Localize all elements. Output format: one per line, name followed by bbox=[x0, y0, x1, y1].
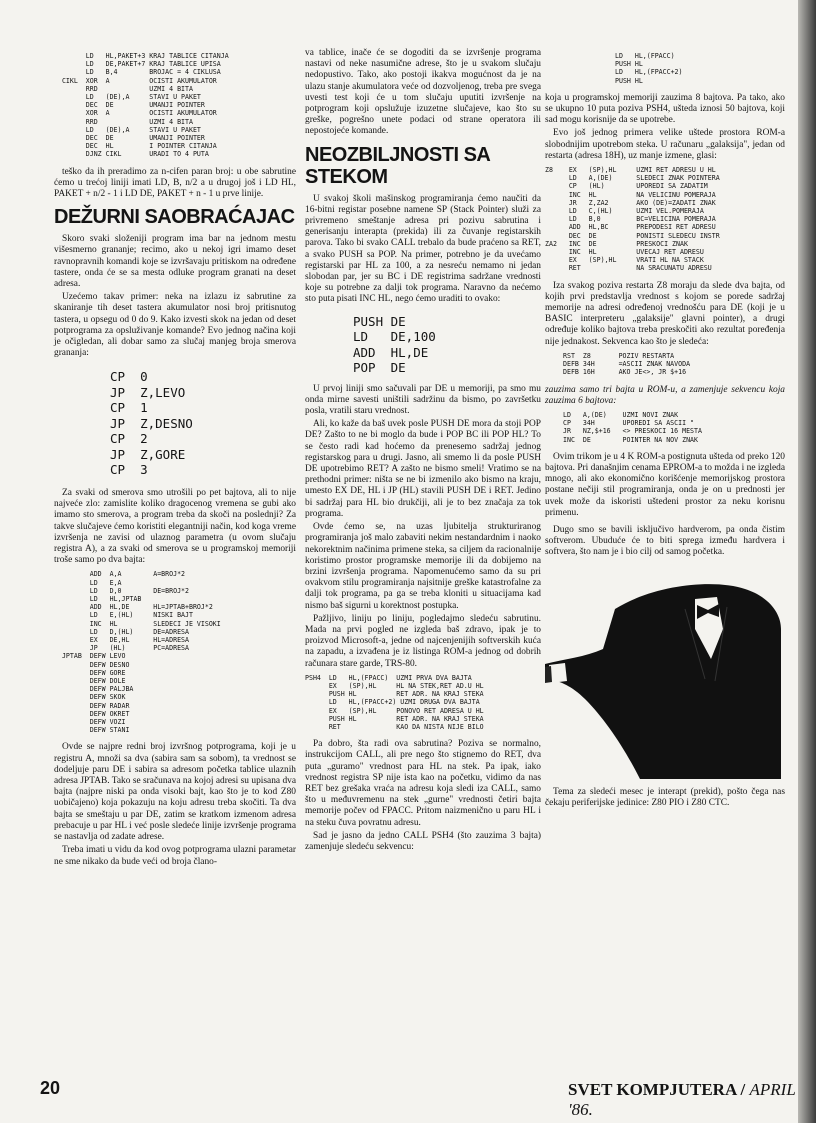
paragraph: Uzećemo takav primer: neka na izlazu iz sabrutine za skaniranje tih deset tastera akumulator nosi broj pritisnutog tastera, u opsegu od 0 do 9. Kako izvesti skok na jedan od deset potprograma za opsluživanje komande? Evo jednog načina koji je očigledan, ali dobar samo za slučaj manjeg broja smerova grananja: bbox=[54, 292, 296, 359]
magazine-footer bbox=[568, 1080, 816, 1120]
paragraph: Treba imati u vidu da kod ovog potprograma ulazni parametar ne sme nikako da bude veći od broja člano- bbox=[54, 845, 296, 867]
paragraph: Dugo smo se bavili isključivo hardverom, pa onda čistim softverom. Ubuduće će to biti sprega između hardvera i softvera, što nam je i bio cilj od samog početka. bbox=[545, 524, 785, 558]
paragraph: Ovde se najpre redni broj izvršnog potprograma, koji je u registru A, množi sa dva (sabira sam sa sobom), ta vrednost se dodeljuje paru DE i sabira sa adresom početka tablice ulaznih adresa JPTAB. Tako se sračunava na kojoj adresi su upisana dva bajta (najpre niski pa onda visoki bajt, kao što je to kod Z80 uobičajeno) koja pokazuju na koju adresu treba skočiti. Ta dva bajta se smeštaju u par DE, zatim se kratkom izmenom adresa prebacuje u par HL i već posle sledeće linije izvršenje programa se nastavlja od zadate adrese. bbox=[54, 742, 296, 843]
paragraph: va tablice, inače će se dogoditi da se izvršenje programa nastavi od neke nasumične adrese, što je u svakom slučaju nedopustivo. Tako, ako postoji ikakva mogućnost da je na ulazu stanje akumulatora veće od dozvoljenog, treba pre svega uvesti test koji će u tom slučaju uputiti izvršenje na potprogram koji opslužuje izuzetne slučajeve, kao što su greške, pogrešno unete podaci od strane operatora ili nepostojeće komande. bbox=[305, 48, 541, 137]
paragraph: U prvoj liniji smo sačuvali par DE u memoriji, pa smo mu onda mirne savesti uništili sadržinu da bismo, po završetku posla, vratili staru vrednost. bbox=[305, 383, 541, 417]
paragraph: Sad je jasno da jedno CALL PSH4 (što zauzima 3 bajta) zamenjuje sledeću sekvencu: bbox=[305, 830, 541, 852]
code-listing-psh4: PSH4 LD HL,(FPACC) UZMI PRVA DVA BAJTA EX (SP),HL HL NA STEK,RET AD.U HL PUSH HL RET ADR. NA KRAJ STEKA LD HL,(FPACC+2) UZMI DRUGA DVA BAJTA EX (SP),HL PONOVO RET ADRESA U HL PUSH HL RET ADR. NA KRAJ STEKA RET KAO DA NISTA NIJE BILO bbox=[305, 673, 484, 731]
paragraph: Tema za sledeći mesec je interapt (prekid), pošto čega nas čekaju periferijske jedinice: Z80 PIO i Z80 CTC. bbox=[545, 786, 785, 808]
column-1 bbox=[54, 48, 296, 870]
code-listing-fpacc: LD HL,(FPACC) PUSH HL LD HL,(FPACC+2) PUSH HL bbox=[615, 52, 683, 85]
code-listing-packing: LD HL,PAKET+3 KRAJ TABLICE CITANJA LD DE,PAKET+7 KRAJ TABLICE UPISA LD B,4 BROJAC = 4 CIKLUSA CIKL XOR A OCISTI AKUMULATOR RRD UZMI 4 BITA LD (DE),A STAVI U PAKET DEC DE UMANJI POINTER XOR A OCISTI AKUMULATOR RRD UZMI 4 BITA LD (DE),A STAVI U PAKET DEC DE UMANJI POINTER DEC HL I POINTER CITANJA DJNZ CIKL URADI TO 4 PUTA bbox=[61, 52, 229, 159]
paragraph: Za svaki od smerova smo utrošili po pet bajtova, ali to nije najveće zlo: zamislite koliko dragocenog vremena se gubi ako imamo sto smerova, a program treba da skoči na poslednji? Za takve slučajeve ćemo koristiti elegantniji način, kod koga vreme izvršenja ne zavisi od ulaznog parametra (u ovom slučaju registra A), a za svaki od smerova se u programskoj memoriji troše samo po dva bajta: bbox=[54, 487, 296, 566]
paragraph: koja u programskoj memoriji zauzima 8 bajtova. Pa tako, ako se ukupno 10 puta poziva PSH4, ušteda iznosi 50 bajtova, koji sad mogu korisnije da se upotrebe. bbox=[545, 92, 785, 126]
tuxedo-man-image bbox=[545, 569, 781, 779]
paragraph: Pažljivo, liniju po liniju, pogledajmo sledeću sabrutinu. Mada na prvi pogled ne izgleda baš zdravo, ipak je to proizvod Microsoft-a, jedne od najcenjenijih softverskih kuća na zapadu, a izvađena je iz listinga ROM-a jednog od dobrih računara stare garde, TRS-80. bbox=[305, 613, 541, 669]
code-listing-ld-cp: LD A,(DE) UZMI NOVI ZNAK CP 34H UPOREDI SA ASCII " JR NZ,$+16 <> PRESKOCI 16 MESTA INC DE POINTER NA NOV ZNAK bbox=[563, 410, 702, 444]
code-listing-jptab: ADD A,A A=BROJ*2 LD E,A LD D,0 DE=BROJ*2 LD HL,JPTAB ADD HL,DE HL=JPTAB+BROJ*2 LD E,(HL) NISKI BAJT INC HL SLEDECI JE VISOKI LD D,(HL) DE=ADRESA EX DE,HL HL=ADRESA JP (HL) PC=ADRESA JPTAB DEFW LEVO DEFW DESNO DEFW GORE DEFW DOLE DEFW PALJBA DEFW SKOK DEFW RADAR DEFW OKRET DEFW VOZI DEFW STANI bbox=[61, 570, 221, 735]
paragraph: Ali, ko kaže da baš uvek posle PUSH DE mora da stoji POP DE? Zašto to ne bi moglo da bude i POP BC ili POP HL? To se često radi kad hoćemo da prenesemo sadržaj jednog registarskog para u drugi. Jasno, ali smemo li da posle PUSH DE upotrebimo RET? A zašto ne bismo smeli! Vratimo se na prethodni primer: ništa se ne bi izmenilo ako bismo na kraju, umesto EX DE, HL i JP (HL) stavili PUSH DE i RET. Jedino bi sadržaj para HL bio drukčiji, ali je to bez značaja za tok programa. bbox=[305, 419, 541, 519]
column-2 bbox=[305, 48, 541, 855]
column-3 bbox=[545, 48, 785, 811]
code-listing-cp-jp: CP 0 JP Z,LEVO CP 1 JP Z,DESNO CP 2 JP Z,GORE CP 3 bbox=[110, 369, 193, 478]
section-heading-stek: NEOZBILJNOSTI SA STEKOM bbox=[305, 143, 490, 188]
paragraph: Evo još jednog primera velike uštede prostora ROM-a slobodnijim upotrebom steka. U računaru „galaksija", jedan od restarta (adresa 18H), uz manje izmene, glasi: bbox=[545, 128, 785, 161]
code-listing-push-pop: PUSH DE LD DE,100 ADD HL,DE POP DE bbox=[353, 313, 436, 376]
illustration-tuxedo-man bbox=[545, 569, 781, 779]
page-edge-shadow bbox=[798, 0, 816, 1123]
page-number: 20 bbox=[40, 1078, 61, 1098]
paragraph: Ovim trikom je u 4 K ROM-a postignuta ušteda od preko 120 bajtova. Pri današnjim cenama EPROM-a to možda i ne izgleda mnogo, ali ako ekonomično korišćenje memorijskog prostora postane nečiji stil programiranja, onda je on u prednosti jer uvek može da iskoristi uštedeni prostor za neku korisnu primenu. bbox=[545, 451, 785, 518]
paragraph: Iza svakog poziva restarta Z8 moraju da slede dva bajta, od kojih prvi predstavlja vrednost s kojom se porede sadržaj memorije na adresi određenoj vrednošću para DE (koji je u BASIC interpreteru „galaksije" glavni pointer), a drugi određuje koliko bajtova treba preskočiti ako rezultat poređenja nije jednakost. Sekvenca kao što je sledeća: bbox=[545, 280, 785, 347]
paragraph: Ovde ćemo se, na uzas ljubitelja strukturiranog programiranja još malo zabaviti nekim nestandardnim i naoko nekorektnim načinima primene steka, sa ciljem da racionalnije koristimo prostor programske memorije ili da dobijemo na brzini izvršenja programa. Napomenućemo samo da su pri ovakvom stilu programiranja najsitnije greške katastrofalne za dalji tok programa, pa ga se treba kloniti u situacijama kad nismo baš sigurni u korektnost postupka. bbox=[305, 522, 541, 611]
section-heading-dezurni: DEŽURNI SAOBRAĆAJAC bbox=[54, 206, 295, 229]
paragraph: Pa dobro, šta radi ova sabrutina? Poziva se normalno, instrukcijom CALL, ali pre nego što stignemo do RET, dva puta „guramo" vrednost para HL na stek. Pa ipak, iako vrednost registra SP nije ista kao na početku, vidimo da nas RET bez grešaka vraća na adresu koja sledi iza CALL, samo što u međuvremenu na stek „gurne" vrednosti četiri bajta memorije počev od FPACC. Pritom naizmenično u paru HL i na steku čuva povratnu adresu. bbox=[305, 739, 541, 828]
magazine-name: SVET KOMPJUTERA / bbox=[568, 1080, 746, 1099]
code-listing-rst: RST Z8 POZIV RESTARTA DEFB 34H =ASCII ZNAK NAVODA DEFB 16H AKO JE<>, JR $+16 bbox=[563, 351, 691, 377]
paragraph: U svakoj školi mašinskog programiranja ćemo naučiti da 16-bitni registar posebne namene SP (Stack Pointer) služi za privremeno smeštanje adresa pri pozivu sabrutina i generisanju interapta (prekida) ili za čuvanje registarskih parova. Tako bi svako CALL trebalo da bude praćeno sa RET, a svako PUSH sa POP. Na primer, potrebno je da uvećamo registarski par HL za 100, a za nesreću nemamo ni jedan slobodan par, jer su BC i DE registrima sadržane vrednosti koje su potrebne za dalji tok programa. Naravno da nećemo sto puta pisati INC HL, nego ćemo uraditi to ovako: bbox=[305, 193, 541, 305]
paragraph-italic: zauzima samo tri bajta u ROM-u, a zamenjuje sekvencu koja zauzima 6 bajtova: bbox=[545, 384, 785, 406]
code-listing-z8: Z8 EX (SP),HL UZMI RET ADRESU U HL LD A,(DE) SLEDECI ZNAK POINTERA CP (HL) UPOREDI SA ZADATIM INC HL NA VELICINU POMERAJA JR Z,ZA2 AKO (DE)=ZADATI ZNAK LD C,(HL) UZMI VEL.POMERAJA LD B,0 BC=VELICINA POMERAJA ADD HL,BC PREPODESI RET ADRESU DEC DE PONISTI SLEDECU INSTR ZA2 INC DE PRESKOCI ZNAK INC HL UVECAJ RET ADRESU EX (SP),HL VRATI HL NA STACK RET NA SRACUNATU ADRESU bbox=[545, 166, 720, 273]
paragraph: Skoro svaki složeniji program ima bar na jednom mestu višesmerno grananje; recimo, ako u nekoj igri imamo deset ravnopravnih komandi koje se izvršavaju pritiskom na određene tastere, onda će se sa mesta odluke program granati na deset adresa. bbox=[54, 234, 296, 290]
issue-date: APRIL '86. bbox=[568, 1080, 796, 1119]
paragraph: teško da ih preradimo za n-cifen paran broj: u obe sabrutine ćemo u trećoj liniji imati LD, B, n/2 a u drugoj još i LD HL, PAKET + n/2 - 1 i LD DE, PAKET + n - 1 u prve linije. bbox=[54, 166, 296, 200]
